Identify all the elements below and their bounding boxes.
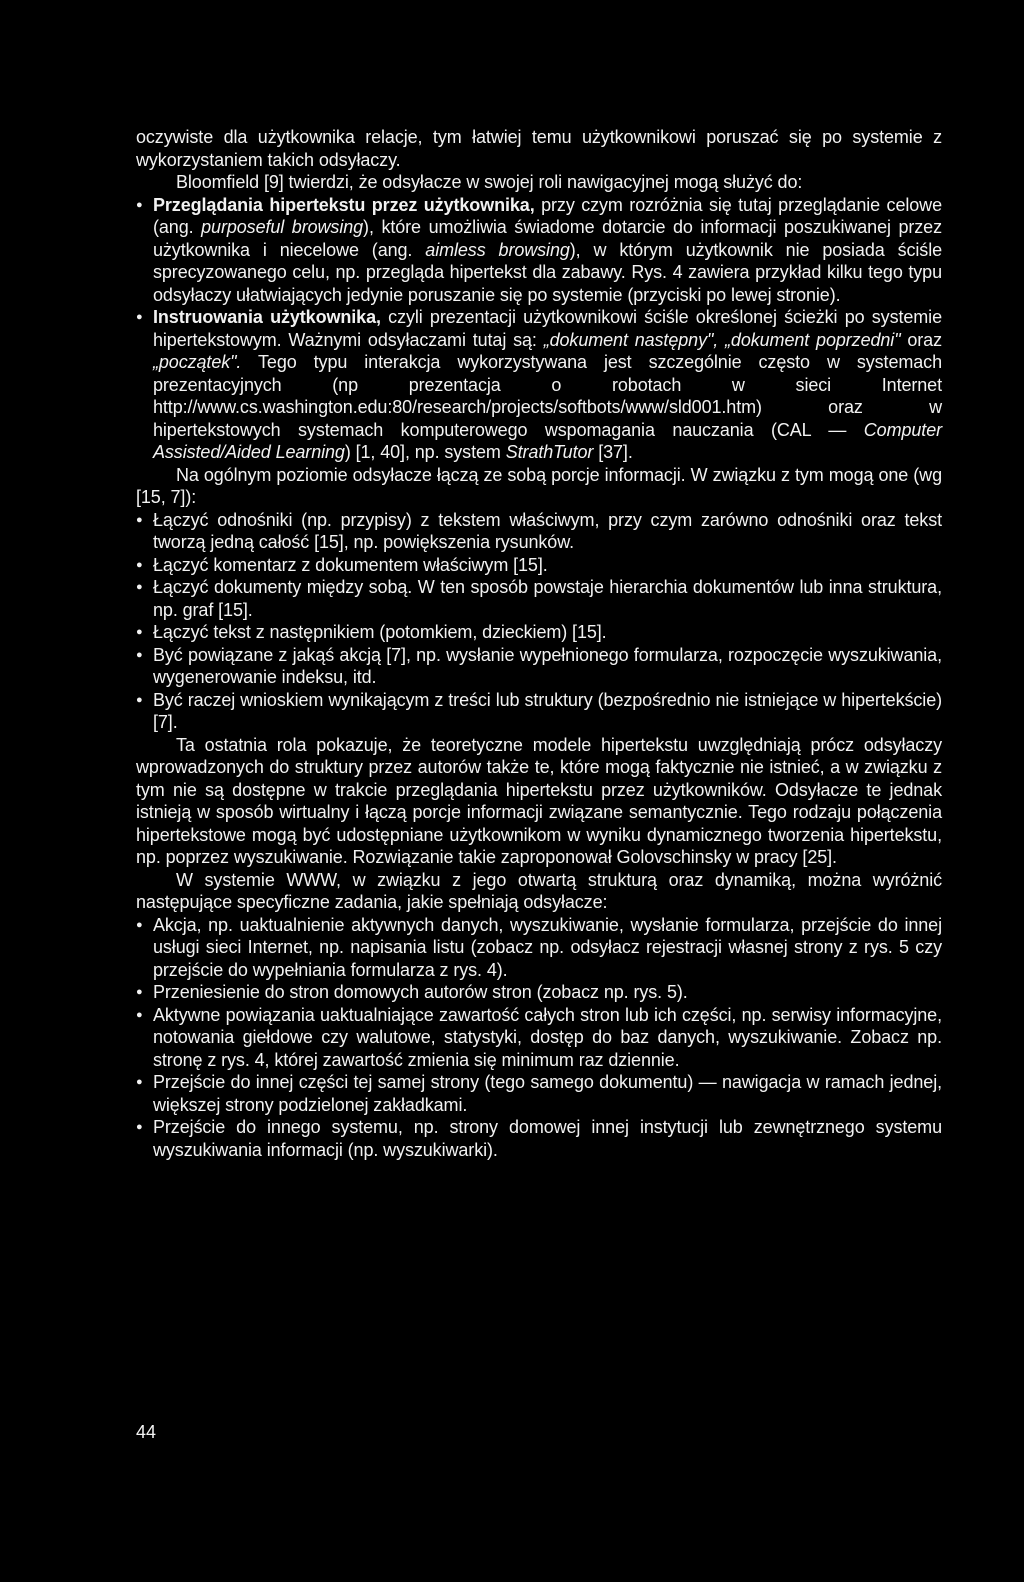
- list-item: ● Łączyć dokumenty między sobą. W ten sposób powstaje hierarchia dokumentów lub inna struktura, np. graf [15].: [136, 576, 942, 621]
- paragraph: Ta ostatnia rola pokazuje, że teoretyczne modele hipertekstu uwzględniają prócz odsyłaczy wprowadzonych do struktury przez autorów także te, które mogą faktycznie nie istnieć, a w związku z tym nie są dostępne w trakcie przeglądania hipertekstu przez użytkowników. Odsyłacze te jednak istnieją w sposób wirtualny i łączą porcje informacji związane semantycznie. Tego rodzaju połączenia hipertekstowe mogą być udostępniane użytkownikom w wyniku dynamicznego tworzenia hipertekstu, np. poprzez wyszukiwanie. Rozwiązanie takie zaproponował Golovschinsky w pracy [25].: [136, 734, 942, 867]
- paragraph: Bloomfield [9] twierdzi, że odsyłacze w swojej roli nawigacyjnej mogą służyć do:: [176, 172, 803, 192]
- list-item: ● Aktywne powiązania uaktualniające zawartość całych stron lub ich części, np. serwisy informacyjne, notowania giełdowe czy walutowe, statystyki, dostęp do baz danych, wyszukiwanie. Zobacz np. stronę z rys. 4, której zawartość zmienia się minimum raz dziennie.: [136, 1004, 942, 1072]
- italic-term: „początek".: [153, 352, 242, 372]
- italic-term: StrathTutor: [505, 442, 594, 462]
- item-text: czyli prezentacji użytkownikowi ściśle określonej ścieżki po systemie hipertekstowym. Ważnymi odsyłaczami tutaj są:: [153, 307, 942, 350]
- paragraph: Na ogólnym poziomie odsyłacze łączą ze sobą porcje informacji. W związku z tym mogą one (wg [15, 7]):: [136, 464, 942, 507]
- paragraph: W systemie WWW, w związku z jego otwartą strukturą oraz dynamiką, można wyróżnić następujące specyficzne zadania, jakie spełniają odsyłacze:: [136, 869, 942, 912]
- item-text: ), które umożliwia świadome dotarcie do informacji poszukiwanej przez użytkownika i niecelowe (ang.: [153, 217, 942, 260]
- item-text: oraz: [900, 329, 942, 350]
- italic-term: „dokument następny", „dokument poprzedni": [543, 329, 901, 350]
- list-item: ● Łączyć odnośniki (np. przypisy) z tekstem właściwym, przy czym zarówno odnośniki oraz tekst tworzą jedną całość [15], np. powiększenia rysunków.: [136, 509, 942, 554]
- list-item: ● Akcja, np. uaktualnienie aktywnych danych, wyszukiwanie, wysłanie formularza, przejście do innej usługi sieci Internet, np. napisania listu (zobacz np. odsyłacz rejestracji własnej strony z rys. 5 czy przejście do wypełniania formularza z rys. 4).: [136, 914, 942, 982]
- italic-term: aimless browsing: [425, 239, 570, 260]
- item-text: przy czym rozróżnia się tutaj przeglądanie celowe (ang.: [153, 194, 942, 237]
- paragraph: oczywiste dla użytkownika relacje, tym łatwiej temu użytkownikowi poruszać się po systemie z wykorzystaniem takich odsyłaczy.: [136, 127, 942, 170]
- body-text: [136, 126, 942, 1161]
- italic-term: Computer Assisted/Aided Learning: [153, 419, 942, 462]
- item-text: Tego typu interakcja wykorzystywana jest szczególnie często w systemach prezentacyjnych (np prezentacja o robotach w sieci Internet http://www.cs.washington.edu:80/research/projects/softbots/www/sld001.htm) oraz w hipertekstowych systemach komputerowego wspomagania nauczania (CAL —: [153, 352, 942, 440]
- bold-term: Przeglądania hipertekstu przez użytkownika,: [153, 194, 535, 215]
- list-item: ● Przejście do innej części tej samej strony (tego samego dokumentu) — nawigacja w ramach jednej, większej strony podzielonej zakładkami.: [136, 1071, 942, 1116]
- list-item: ● Łączyć komentarz z dokumentem właściwym [15].: [136, 554, 942, 577]
- list-item: ● Przeniesienie do stron domowych autorów stron (zobacz np. rys. 5).: [136, 981, 942, 1004]
- item-text: ) [1, 40], np. system: [344, 442, 506, 462]
- italic-term: purposeful browsing: [201, 217, 364, 237]
- list-item: [136, 306, 942, 464]
- bullet-list: [136, 194, 942, 464]
- list-item: ● Przejście do innego systemu, np. strony domowej innej instytucji lub zewnętrznego systemu wyszukiwania informacji (np. wyszukiwarki).: [136, 1116, 942, 1161]
- bold-term: Instruowania użytkownika,: [153, 307, 381, 327]
- item-text: ), w którym użytkownik nie posiada ściśle sprecyzowanego celu, np. przegląda hipertekst dla zabawy. Rys. 4 zawiera przykład kilku tego typu odsyłaczy ułatwiających jedynie poruszanie się po systemie (przyciski po lewej stronie).: [153, 239, 943, 305]
- bullet-list: [136, 914, 942, 1162]
- list-item: ● Być raczej wnioskiem wynikającym z treści lub struktury (bezpośrednio nie istniejące w hipertekście) [7].: [136, 689, 942, 734]
- bullet-list: [136, 509, 942, 734]
- list-item: [136, 194, 942, 307]
- page-number: 44: [136, 1422, 157, 1442]
- item-text: [37].: [593, 442, 633, 462]
- list-item: ● Być powiązane z jakąś akcją [7], np. wysłanie wypełnionego formularza, rozpoczęcie wyszukiwania, wygenerowanie indeksu, itd.: [136, 644, 942, 689]
- list-item: ● Łączyć tekst z następnikiem (potomkiem, dzieckiem) [15].: [136, 621, 942, 644]
